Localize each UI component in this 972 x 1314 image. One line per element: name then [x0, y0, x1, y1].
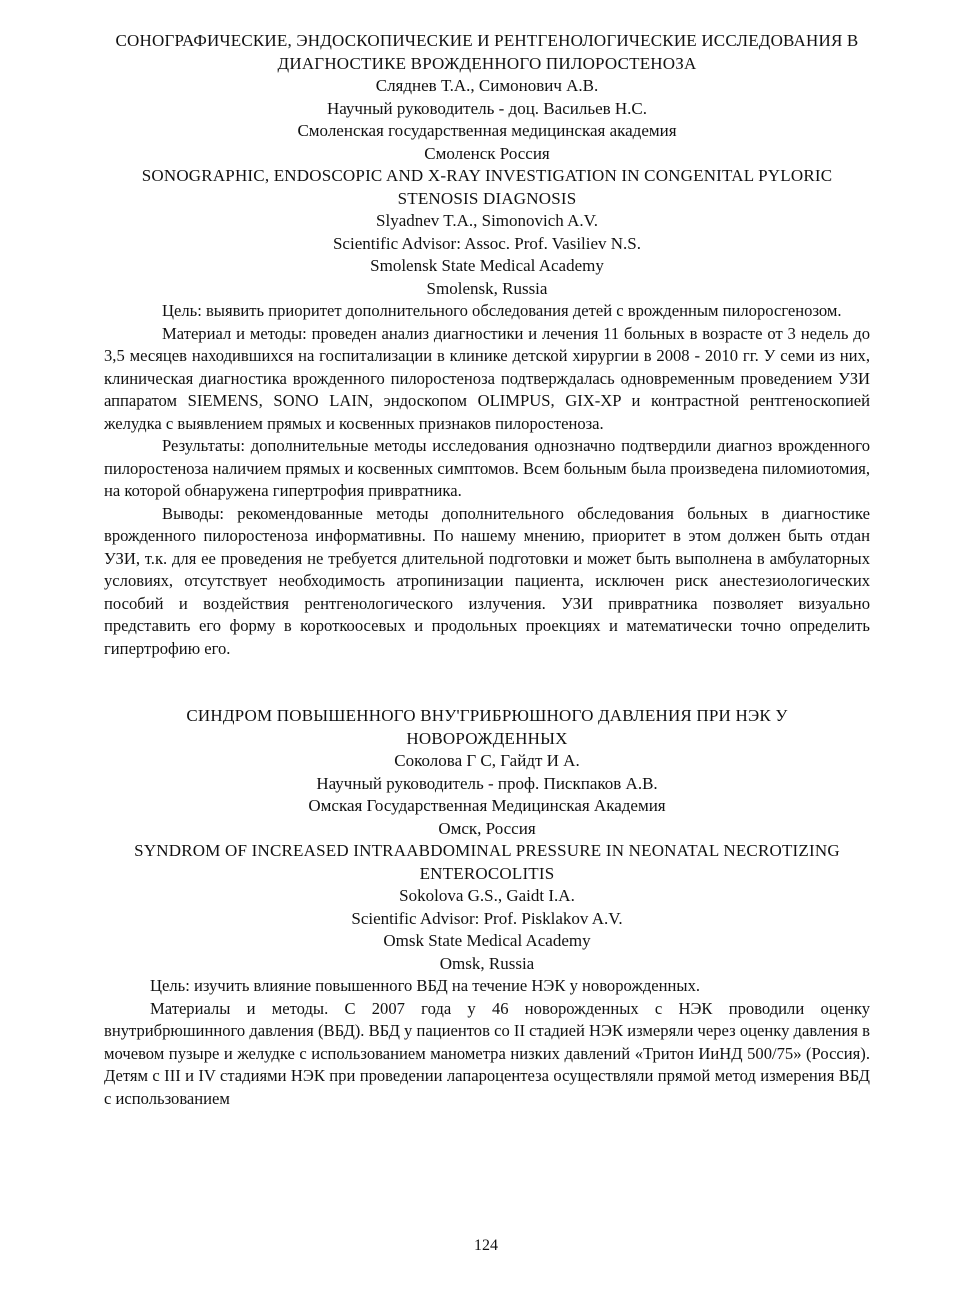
authors-ru: Соколова Г С, Гайдт И А.	[394, 751, 580, 770]
authors-ru: Сляднев Т.А., Симонович А.В.	[375, 76, 599, 95]
article-title-ru: СОНОГРАФИЧЕСКИЕ, ЭНДОСКОПИЧЕСКИЕ И РЕНТГЕНОЛОГИЧЕСКИЕ ИССЛЕДОВАНИЯ В ДИАГНОСТИКЕ ВРОЖДЕННОГО ПИЛОРОСТЕНОЗА	[115, 31, 859, 73]
article-title-en: SYNDROM OF INCREASED INTRAABDOMINAL PRESSURE IN NEONATAL NECROTIZING ENTEROCOLITIS	[134, 841, 840, 883]
article-1	[104, 30, 870, 660]
institution-en: Omsk State Medical Academy	[383, 931, 591, 950]
paragraph-results: Результаты: дополнительные методы исследования однозначно подтвердили диагноз врожденного пилоростеноза наличием прямых и косвенных симптомов. Всем больным была произведена пиломиотомия, на которой обнаружена гипертрофия привратника.	[104, 436, 870, 500]
article-2	[104, 705, 870, 1110]
city-en: Omsk, Russia	[439, 953, 535, 973]
paragraph-methods: Материалы и методы. С 2007 года у 46 новорожденных с НЭК проводили оценку внутрибрюшинного давления (ВБД). ВБД у пациентов со II стадией НЭК измеряли через оценку давления в мочевом пузыре и желудке с использованием манометра низких давлений «Тритон ИиНД 500/75» (Россия). Детям с III и IV стадиями НЭК при проведении лапароцентеза осуществляли прямой метод измерения ВБД с использованием	[104, 998, 870, 1108]
page-content	[104, 30, 870, 1110]
institution-ru: Омская Государственная Медицинская Академия	[308, 796, 666, 815]
paragraph-methods: Материал и методы: проведен анализ диагностики и лечения 11 больных в возрасте от 3 недель до 3,5 месяцев находившихся на госпитализации в клинике детской хирургии в 2008 - 2010 гг. У семи из них, клиническая диагностика врожденного пилоростеноза подтверждалась одновременным проведением УЗИ аппаратом SIEMENS, SONO LAIN, эндоскопом OLIMPUS, GIX-XP и контрастной рентгеноскопией желудка с выявлением прямых и косвенных признаков пилоростеноза.	[104, 323, 870, 433]
section-gap	[104, 660, 870, 705]
city-en: Smolensk, Russia	[426, 278, 548, 298]
advisor-en: Scientific Advisor: Prof. Pisklakov A.V.	[351, 908, 623, 928]
city-ru: Омск, Россия	[438, 818, 536, 838]
page-number: 124	[474, 1237, 498, 1254]
advisor-en: Scientific Advisor: Assoc. Prof. Vasiliev N.S.	[332, 233, 642, 253]
advisor-ru: Научный руководитель - проф. Пискпаков А.В.	[316, 773, 658, 793]
authors-en: Sokolova G.S., Gaidt I.A.	[399, 886, 575, 905]
authors-en: Slyadnev T.A., Simonovich A.V.	[376, 211, 598, 230]
city-ru: Смоленск Россия	[424, 143, 550, 163]
article-title-ru: СИНДРОМ ПОВЫШЕННОГО ВНУ'ГРИБРЮШНОГО ДАВЛЕНИЯ ПРИ НЭК У НОВОРОЖДЕННЫХ	[186, 706, 788, 748]
institution-en: Smolensk State Medical Academy	[370, 256, 604, 275]
institution-ru: Смоленская государственная медицинская академия	[297, 121, 677, 140]
advisor-ru: Научный руководитель - доц. Васильев Н.С.	[326, 98, 648, 118]
paragraph-aim: Цель: выявить приоритет дополнительного обследования детей с врожденным пилоросгенозом.	[162, 301, 842, 320]
paragraph-aim: Цель: изучить влияние повышенного ВБД на течение НЭК у новорожденных.	[150, 976, 701, 995]
article-title-en: SONOGRAPHIC, ENDOSCOPIC AND X-RAY INVESTIGATION IN CONGENITAL PYLORIC STENOSIS DIAGNOSIS	[141, 166, 833, 208]
paragraph-conclusions: Выводы: рекомендованные методы дополнительного обследования больных в диагностике врожденного пилоростеноза информативны. По нашему мнению, приоритет в этом должен быть отдан УЗИ, т.к. для ее проведения не требуется длительной подготовки и может быть выполнена в амбулаторных условиях, отсутствует необходимость атропинизации пациента, исключен риск анестезиологических пособий и воздействия рентгенологического излучения. УЗИ привратника позволяет визуально представить его форму в короткоосевых и продольных проекциях и математически точно определить гипертрофию его.	[104, 503, 870, 658]
